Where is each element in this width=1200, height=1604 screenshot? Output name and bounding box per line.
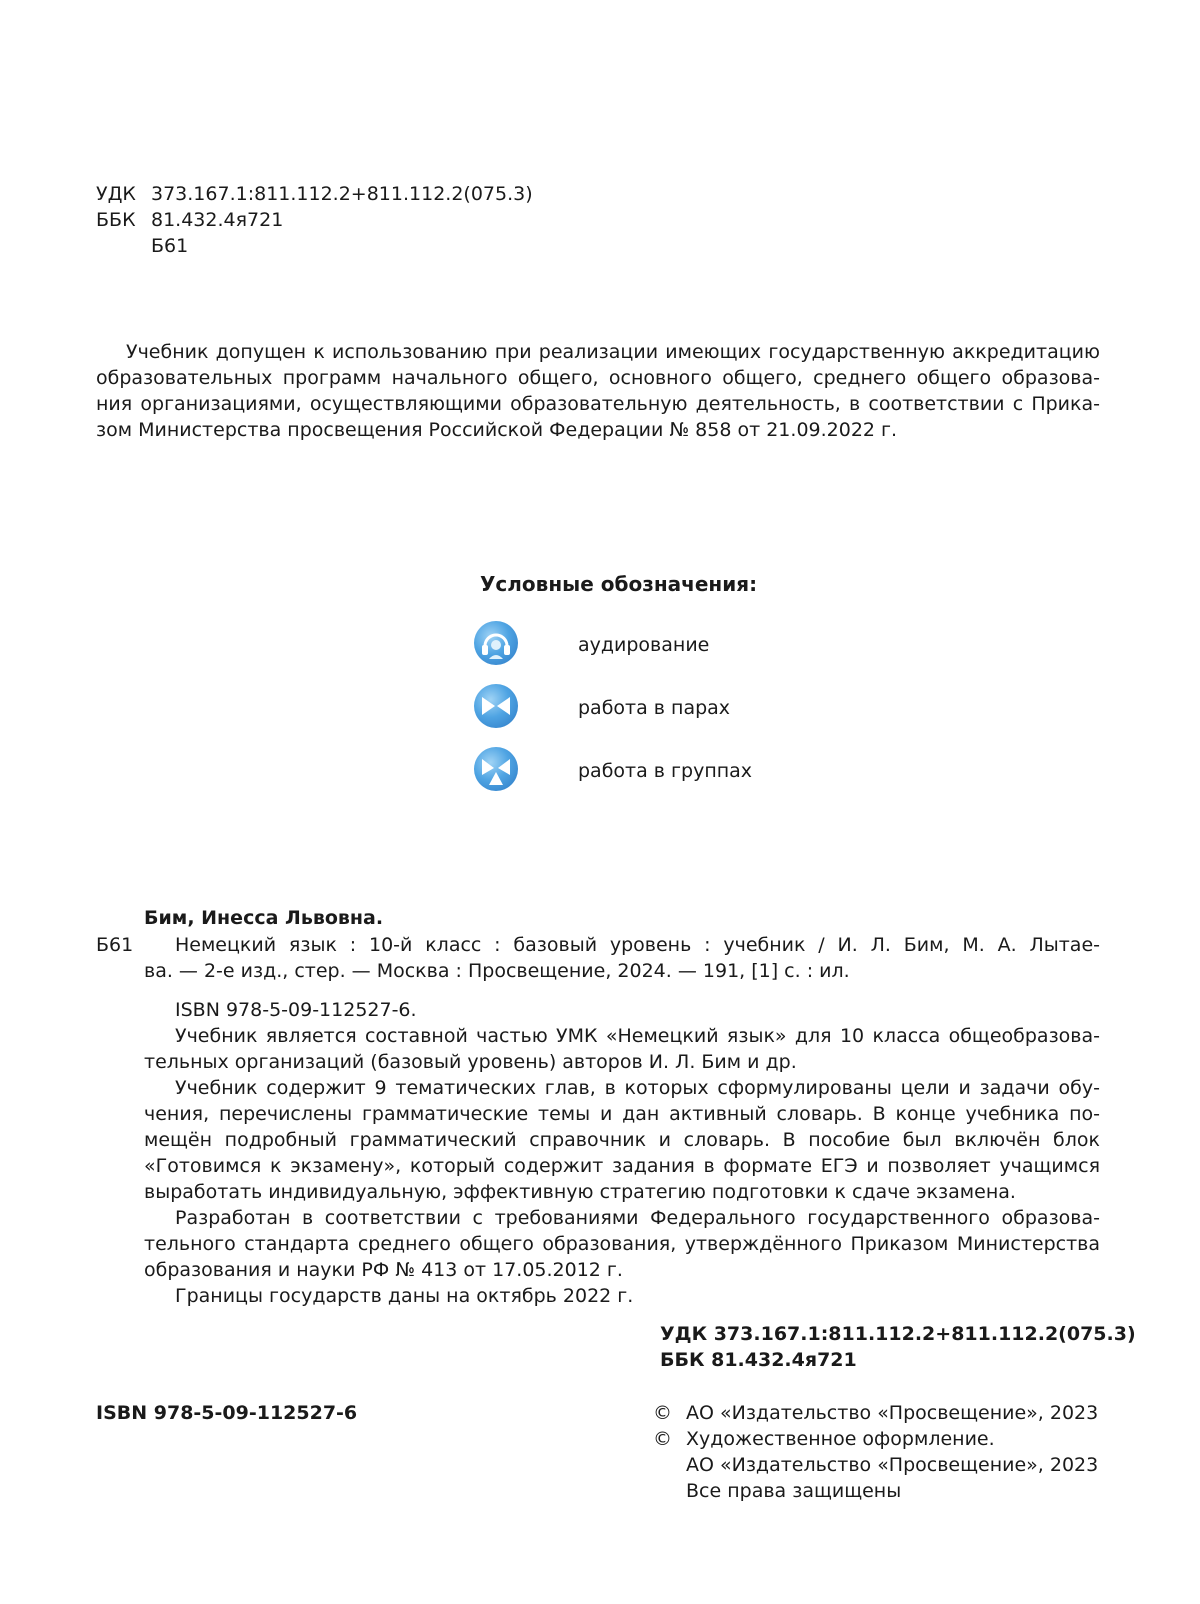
- copyright-line: Художественное оформление.: [686, 1428, 995, 1450]
- udk-value: 373.167.1:811.112.2+811.112.2(075.3): [151, 183, 533, 205]
- bib-line: «Готовимся к экзамену», который содержит задания в формате ЕГЭ и позволяет учащимся: [144, 1155, 1100, 1177]
- rights-reserved: Все права защищены: [686, 1480, 902, 1502]
- bib-line: выработать индивидуальную, эффективную стратегию подготовки к сдаче экзамена.: [144, 1181, 1016, 1203]
- bib-line: Границы государств даны на октябрь 2022 г.: [175, 1285, 634, 1307]
- headphones-icon: [474, 621, 518, 665]
- approval-line: образовательных программ начального общего, основного общего, среднего общего образова-: [96, 367, 1100, 389]
- bib-udk-bold: УДК 373.167.1:811.112.2+811.112.2(075.3): [660, 1323, 1136, 1345]
- bib-author-heading: Бим, Инесса Львовна.: [144, 907, 384, 929]
- bib-line: мещён подробный грамматический справочник и словарь. В пособие был включён блок: [144, 1129, 1100, 1151]
- bib-line: Учебник является составной частью УМК «Немецкий язык» для 10 класса общеобразова-: [175, 1025, 1100, 1047]
- bbk-label: ББК: [96, 209, 136, 231]
- bib-line: образования и науки РФ № 413 от 17.05.2012 г.: [144, 1259, 623, 1281]
- legend-label-listening: аудирование: [578, 634, 710, 656]
- bib-mark: Б61: [96, 934, 134, 956]
- copyright-line: АО «Издательство «Просвещение», 2023: [686, 1402, 1099, 1424]
- copyright-symbol: ©: [653, 1428, 672, 1450]
- legend-title: Условные обозначения:: [480, 572, 758, 596]
- footer-isbn: ISBN 978-5-09-112527-6: [96, 1402, 358, 1424]
- approval-line: Учебник допущен к использованию при реализации имеющих государственную аккредитацию: [126, 341, 1100, 363]
- approval-line: ния организациями, осуществляющими образовательную деятельность, в соответствии с Прика-: [96, 393, 1100, 415]
- bib-line: чения, перечислены грамматические темы и дан активный словарь. В конце учебника по-: [144, 1103, 1100, 1125]
- copyright-symbol: ©: [653, 1402, 672, 1424]
- approval-line: зом Министерства просвещения Российской Федерации № 858 от 21.09.2022 г.: [96, 419, 898, 441]
- author-mark: Б61: [151, 235, 189, 257]
- bib-line: Немецкий язык : 10-й класс : базовый уровень : учебник / И. Л. Бим, М. А. Лытае-: [175, 934, 1100, 956]
- legend-label-pair-work: работа в парах: [578, 697, 731, 719]
- copyright-line: АО «Издательство «Просвещение», 2023: [686, 1454, 1099, 1476]
- pair-work-icon: [474, 684, 518, 728]
- group-work-icon: [474, 747, 518, 791]
- bib-isbn-line: ISBN 978-5-09-112527-6.: [175, 999, 417, 1021]
- bbk-value: 81.432.4я721: [151, 209, 284, 231]
- bib-line: Учебник содержит 9 тематических глав, в которых сформулированы цели и задачи обу-: [175, 1077, 1100, 1099]
- bib-line: ва. — 2-е изд., стер. — Москва : Просвещение, 2024. — 191, [1] с. : ил.: [144, 960, 850, 982]
- bib-bbk-bold: ББК 81.432.4я721: [660, 1349, 857, 1371]
- bib-line: тельного стандарта среднего общего образования, утверждённого Приказом Министерства: [144, 1233, 1100, 1255]
- bib-line: Разработан в соответствии с требованиями Федерального государственного образова-: [175, 1207, 1100, 1229]
- udk-label: УДК: [96, 183, 136, 205]
- bib-line: тельных организаций (базовый уровень) авторов И. Л. Бим и др.: [144, 1051, 797, 1073]
- legend-label-group-work: работа в группах: [578, 760, 753, 782]
